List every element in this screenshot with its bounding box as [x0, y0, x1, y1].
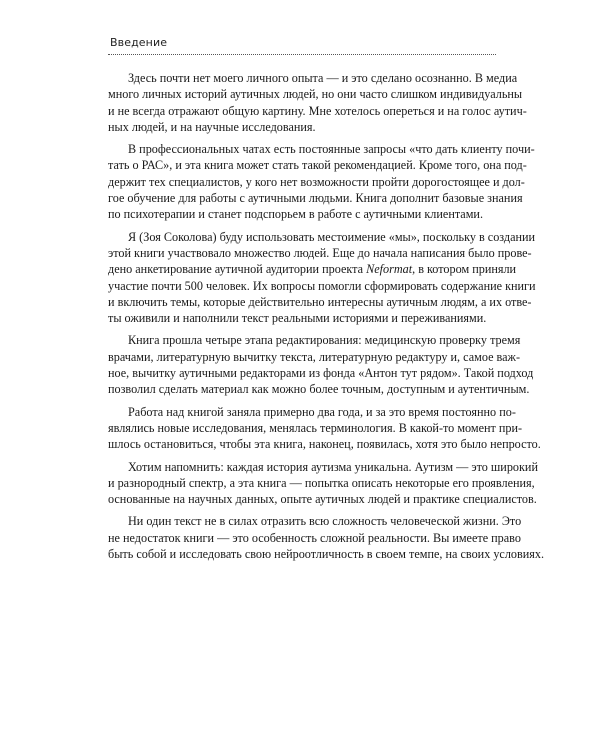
paragraph-5 — [108, 404, 541, 453]
text-line: Здесь почти нет моего личного опыта — и это сделано осознанно. В медиа — [128, 71, 518, 85]
text-line: гое обучение для работы с аутичными людьми. Книга дополнит базовые знания — [108, 191, 523, 206]
paragraph-7 — [108, 513, 545, 562]
text-line: и не всегда отражают общую картину. Мне хотелось опереться и на голос аутич- — [108, 103, 527, 118]
text-line: ты оживили и наполнили текст реальными историями и переживаниями. — [108, 311, 487, 326]
text-line: Я (Зоя Соколова) буду использовать местоимение «мы», поскольку в создании — [128, 229, 536, 244]
paragraph-3 — [108, 229, 536, 327]
text-line: Хотим напомнить: каждая история аутизма уникальна. Аутизм — это широкий — [128, 459, 538, 474]
text-line: Ни один текст не в силах отразить всю сложность человеческой жизни. Это — [128, 514, 522, 529]
text-line: не недостаток книги — это особенность сложной реальности. Вы имеете право — [108, 530, 521, 545]
text-line: быть собой и исследовать свою нейроотличность в своем темпе, на своих условиях. — [108, 547, 545, 562]
text-line: ных людей, и на научные исследования. — [108, 119, 316, 134]
text-line: держит тех специалистов, у кого нет возможности пройти дорогостоящее и дол- — [108, 174, 525, 189]
paragraph-4 — [108, 332, 534, 397]
body-text — [108, 70, 545, 568]
text-line: по психотерапии и станет подспорьем в работе с аутичными клиентами. — [108, 207, 484, 222]
text-line: В профессиональных чатах есть постоянные запросы «что дать клиенту почи- — [128, 142, 535, 157]
text-line: дено анкетирование аутичной аудитории проекта Neformat, в котором приняли — [108, 262, 517, 277]
text-line: много личных историй аутичных людей, но они часто слишком индивидуальны — [108, 87, 523, 102]
paragraph-2 — [108, 141, 535, 222]
paragraph-6 — [108, 459, 538, 508]
project-name-italic: Neformat — [366, 262, 413, 277]
text-line: основанные на научных данных, опыте аутичных людей и практике специалистов. — [108, 492, 537, 507]
text-line: шлось остановиться, чтобы эта книга, наконец, появилась, хотя это было непросто. — [108, 437, 541, 452]
text-line: являлись новые исследования, менялась терминология. В какой-то момент при- — [108, 420, 523, 435]
header-dotted-rule — [108, 54, 496, 55]
text-line: участие почти 500 человек. Их вопросы помогли сформировать содержание книги — [108, 278, 536, 293]
text-line: и включить темы, которые действительно интересны аутичным людям, а их отве- — [108, 294, 532, 309]
text-line: ное, вычитку аутичными редакторами из фонда «Антон тут рядом». Такой подход — [108, 366, 534, 381]
text-line: позволил сделать материал как можно более точным, доступным и аутентичным. — [108, 382, 530, 397]
text-line: тать о РАС», и эта книга может стать такой рекомендацией. Кроме того, она под- — [108, 158, 527, 173]
text-line: врачами, литературную вычитку текста, литературную редактуру и, самое важ- — [108, 349, 521, 364]
text-line: Работа над книгой заняла примерно два года, и за это время постоянно по- — [128, 404, 516, 419]
text-line: и разнородный спектр, а эта книга — попытка описать некоторые его проявления, — [108, 475, 535, 490]
text-line: этой книги участвовало множество людей. Еще до начала написания было прове- — [108, 245, 532, 260]
running-head-section-title: Введение — [110, 36, 168, 49]
text-line: Книга прошла четыре этапа редактирования: медицинскую проверку тремя — [128, 333, 521, 348]
paragraph-1 — [108, 70, 527, 135]
